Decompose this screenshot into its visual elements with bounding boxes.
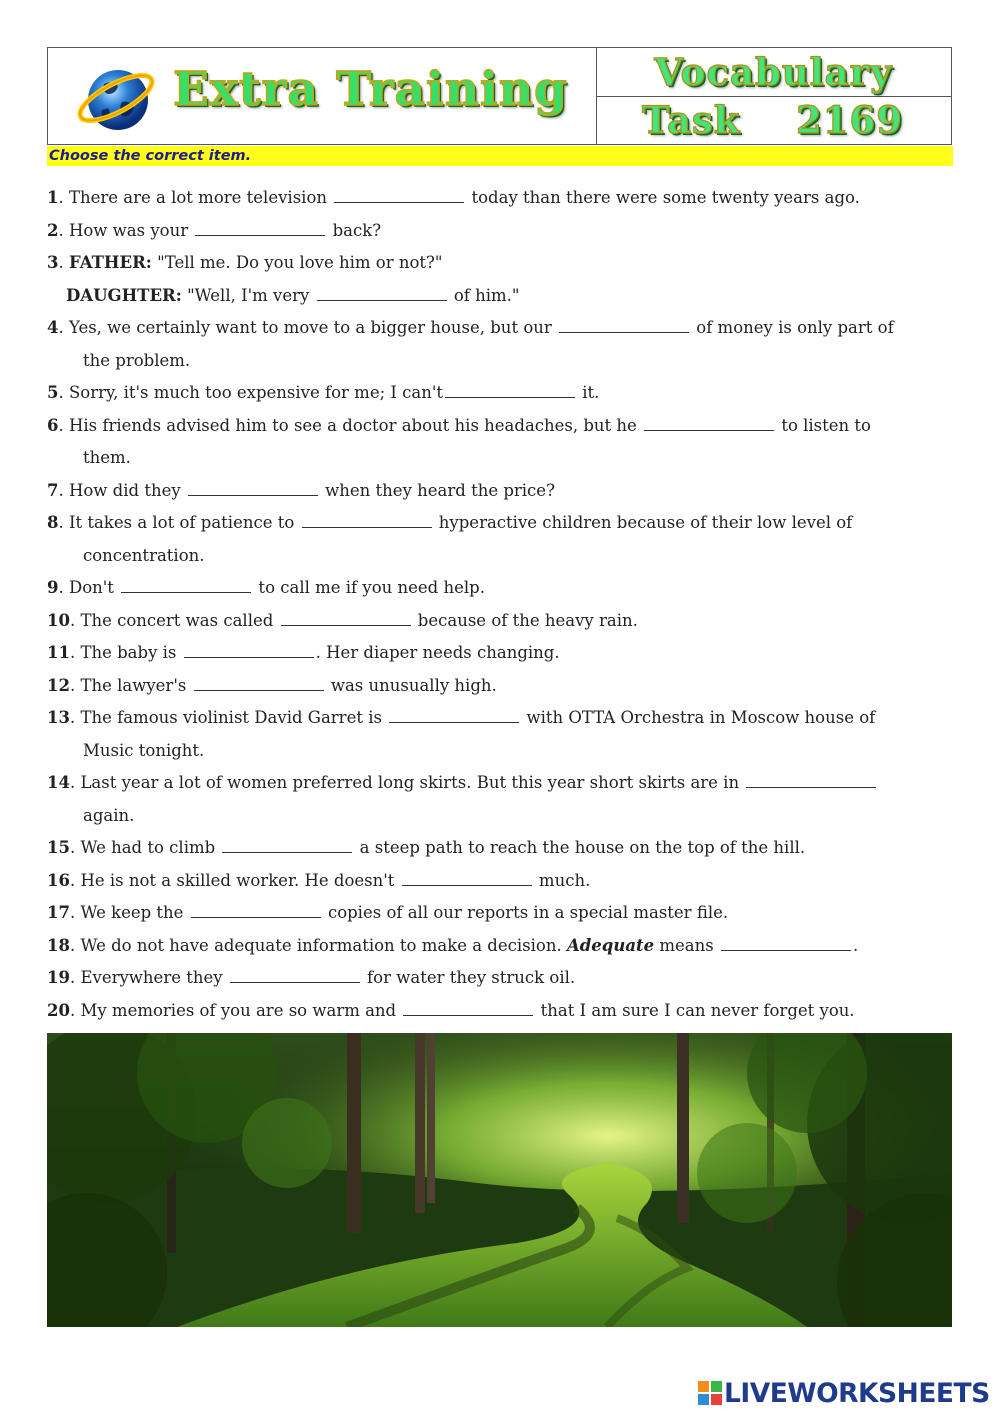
question-text: hyperactive children because of their low level of	[433, 513, 853, 532]
question-number: 6	[47, 415, 59, 435]
question-text: .	[852, 935, 859, 955]
question-number: 8	[47, 513, 59, 532]
category-cell	[596, 48, 951, 97]
answer-blank[interactable]	[559, 318, 689, 333]
question-text: We do not have adequate information to make a decision.	[80, 935, 567, 955]
question-number: 4	[47, 318, 59, 337]
question-text: My memories of you are so warm and	[80, 1000, 402, 1020]
task-info-cell	[596, 48, 951, 144]
question-text: "Well, I'm very	[181, 285, 315, 305]
instruction-bar	[47, 146, 953, 166]
answer-blank[interactable]	[194, 676, 324, 691]
question-text: of money is only part of	[691, 318, 894, 337]
question-text: We had to climb	[80, 838, 221, 857]
question-number: 18	[47, 935, 70, 955]
question-5: 5. Sorry, it's much too expensive for me; I can't it.	[47, 383, 600, 402]
task-label: Task	[642, 98, 741, 142]
question-13: 13. The famous violinist David Garret is with OTTA Orchestra in Moscow house of	[47, 708, 876, 727]
category-label: Vocabulary	[654, 50, 893, 94]
question-text: Don't	[68, 578, 120, 597]
question-6-continued: them.	[83, 448, 131, 467]
answer-blank[interactable]	[721, 936, 851, 951]
question-number: 1	[47, 188, 59, 207]
answer-blank[interactable]	[746, 773, 876, 788]
question-number: 13	[47, 708, 70, 727]
question-text: to listen to	[776, 415, 871, 435]
answer-blank[interactable]	[644, 416, 774, 431]
question-4: 4. Yes, we certainly want to move to a bigger house, but our of money is only part of	[47, 318, 894, 337]
question-number: 11	[47, 643, 70, 662]
question-text: because of the heavy rain.	[412, 610, 638, 630]
question-text: How did they	[68, 480, 186, 500]
question-text: today than there were some twenty years ago.	[466, 188, 860, 207]
question-text: His friends advised him to see a doctor about his headaches, but he	[68, 415, 643, 435]
question-text: The concert was called	[80, 610, 279, 630]
forest-path-image	[47, 1033, 952, 1327]
question-18: 18. We do not have adequate information to make a decision. Adequate means .	[47, 935, 859, 955]
question-20: 20. My memories of you are so warm and that I am sure I can never forget you.	[47, 1000, 855, 1020]
speaker-label: FATHER:	[68, 253, 152, 272]
question-8: 8. It takes a lot of patience to hyperactive children because of their low level of	[47, 513, 853, 532]
question-13-continued: Music tonight.	[83, 740, 205, 760]
question-text: Last year a lot of women preferred long skirts. But this year short skirts are in	[80, 773, 745, 792]
question-text: back?	[327, 220, 382, 240]
question-text: He is not a skilled worker. He doesn't	[80, 870, 400, 890]
liveworksheets-logo[interactable]	[697, 1378, 997, 1410]
question-14-continued: again.	[83, 805, 135, 825]
question-text: The lawyer's	[80, 675, 192, 695]
question-17: 17. We keep the copies of all our reports in a special master file.	[47, 903, 729, 922]
question-text: How was your	[68, 220, 194, 240]
question-number: 10	[47, 610, 70, 630]
question-9: 9. Don't to call me if you need help.	[47, 578, 485, 597]
question-text: that I am sure I can never forget you.	[535, 1000, 855, 1020]
question-text: to call me if you need help.	[253, 578, 485, 597]
question-number: 15	[47, 838, 70, 857]
answer-blank[interactable]	[195, 221, 325, 236]
question-text: Everywhere they	[80, 968, 228, 987]
question-number: 17	[47, 903, 70, 922]
question-2: 2. How was your back?	[47, 220, 382, 240]
answer-blank[interactable]	[222, 838, 352, 853]
task-number: 2169	[796, 98, 903, 142]
globe-icon	[74, 62, 156, 136]
answer-blank[interactable]	[281, 611, 411, 626]
answer-blank[interactable]	[188, 481, 318, 496]
answer-blank[interactable]	[184, 643, 314, 658]
question-text: copies of all our reports in a special master file.	[322, 903, 729, 922]
question-number: 12	[47, 675, 70, 695]
question-11: 11. The baby is . Her diaper needs changing.	[47, 643, 560, 662]
question-text: when they heard the price?	[319, 480, 555, 500]
question-text: for water they struck oil.	[361, 968, 576, 987]
question-text: of him."	[448, 285, 520, 305]
question-list	[47, 182, 957, 1027]
question-number: 5	[47, 383, 59, 402]
question-7: 7. How did they when they heard the price?	[47, 480, 555, 500]
instruction-text: Choose the correct item.	[49, 148, 252, 164]
question-text: a steep path to reach the house on the top of the hill.	[354, 838, 806, 857]
question-number: 2	[47, 220, 59, 240]
question-text: Yes, we certainly want to move to a bigger house, but our	[68, 318, 558, 337]
question-text: The baby is	[80, 643, 182, 662]
task-cell	[596, 96, 951, 144]
answer-blank[interactable]	[121, 578, 251, 593]
question-text: "Tell me. Do you love him or not?"	[151, 253, 443, 272]
question-text: with OTTA Orchestra in Moscow house of	[521, 708, 876, 727]
speaker-label: DAUGHTER:	[66, 285, 182, 305]
question-15: 15. We had to climb a steep path to reach the house on the top of the hill.	[47, 838, 806, 857]
answer-blank[interactable]	[403, 1001, 533, 1016]
question-6: 6. His friends advised him to see a doctor about his headaches, but he to listen to	[47, 415, 871, 435]
question-14: 14. Last year a lot of women preferred long skirts. But this year short skirts are in	[47, 767, 957, 800]
question-number: 20	[47, 1000, 70, 1020]
answer-blank[interactable]	[191, 903, 321, 918]
answer-blank[interactable]	[302, 513, 432, 528]
question-16: 16. He is not a skilled worker. He doesn't much.	[47, 870, 591, 890]
question-text: There are a lot more television	[68, 188, 333, 207]
question-4-continued: the problem.	[83, 350, 191, 370]
question-number: 19	[47, 968, 70, 987]
question-number: 3	[47, 253, 59, 272]
answer-blank[interactable]	[230, 968, 360, 983]
question-text: was unusually high.	[325, 675, 497, 695]
question-number: 16	[47, 870, 70, 890]
question-text: We keep the	[80, 903, 189, 922]
question-number: 14	[47, 773, 70, 792]
question-text: means	[654, 935, 719, 955]
emphasized-word: Adequate	[566, 935, 655, 955]
liveworksheets-wordmark: LIVEWORKSHEETS	[724, 1378, 990, 1409]
question-3-reply	[47, 280, 957, 313]
question-text: . Her diaper needs changing.	[315, 643, 560, 662]
answer-blank[interactable]	[389, 708, 519, 723]
worksheet-header	[47, 47, 952, 145]
question-8-continued: concentration.	[83, 545, 205, 565]
question-10: 10. The concert was called because of the heavy rain.	[47, 610, 638, 630]
question-3: 3. FATHER: "Tell me. Do you love him or not?"	[47, 253, 443, 272]
question-12: 12. The lawyer's was unusually high.	[47, 675, 497, 695]
question-number: 7	[47, 480, 59, 500]
question-text: Sorry, it's much too expensive for me; I can't	[68, 383, 444, 402]
question-text: it.	[577, 383, 600, 402]
question-text: It takes a lot of patience to	[68, 513, 300, 532]
brand-cell	[48, 48, 597, 144]
question-1: 1. There are a lot more television today than there were some twenty years ago.	[47, 188, 860, 207]
question-number: 9	[47, 578, 59, 597]
brand-title: Extra Training	[173, 62, 568, 117]
answer-blank[interactable]	[402, 871, 532, 886]
question-text: The famous violinist David Garret is	[80, 708, 388, 727]
answer-blank[interactable]	[445, 383, 575, 398]
answer-blank[interactable]	[317, 286, 447, 301]
liveworksheets-icon	[697, 1380, 723, 1406]
question-text: much.	[533, 870, 591, 890]
question-19: 19. Everywhere they for water they struck oil.	[47, 968, 576, 987]
answer-blank[interactable]	[334, 188, 464, 203]
